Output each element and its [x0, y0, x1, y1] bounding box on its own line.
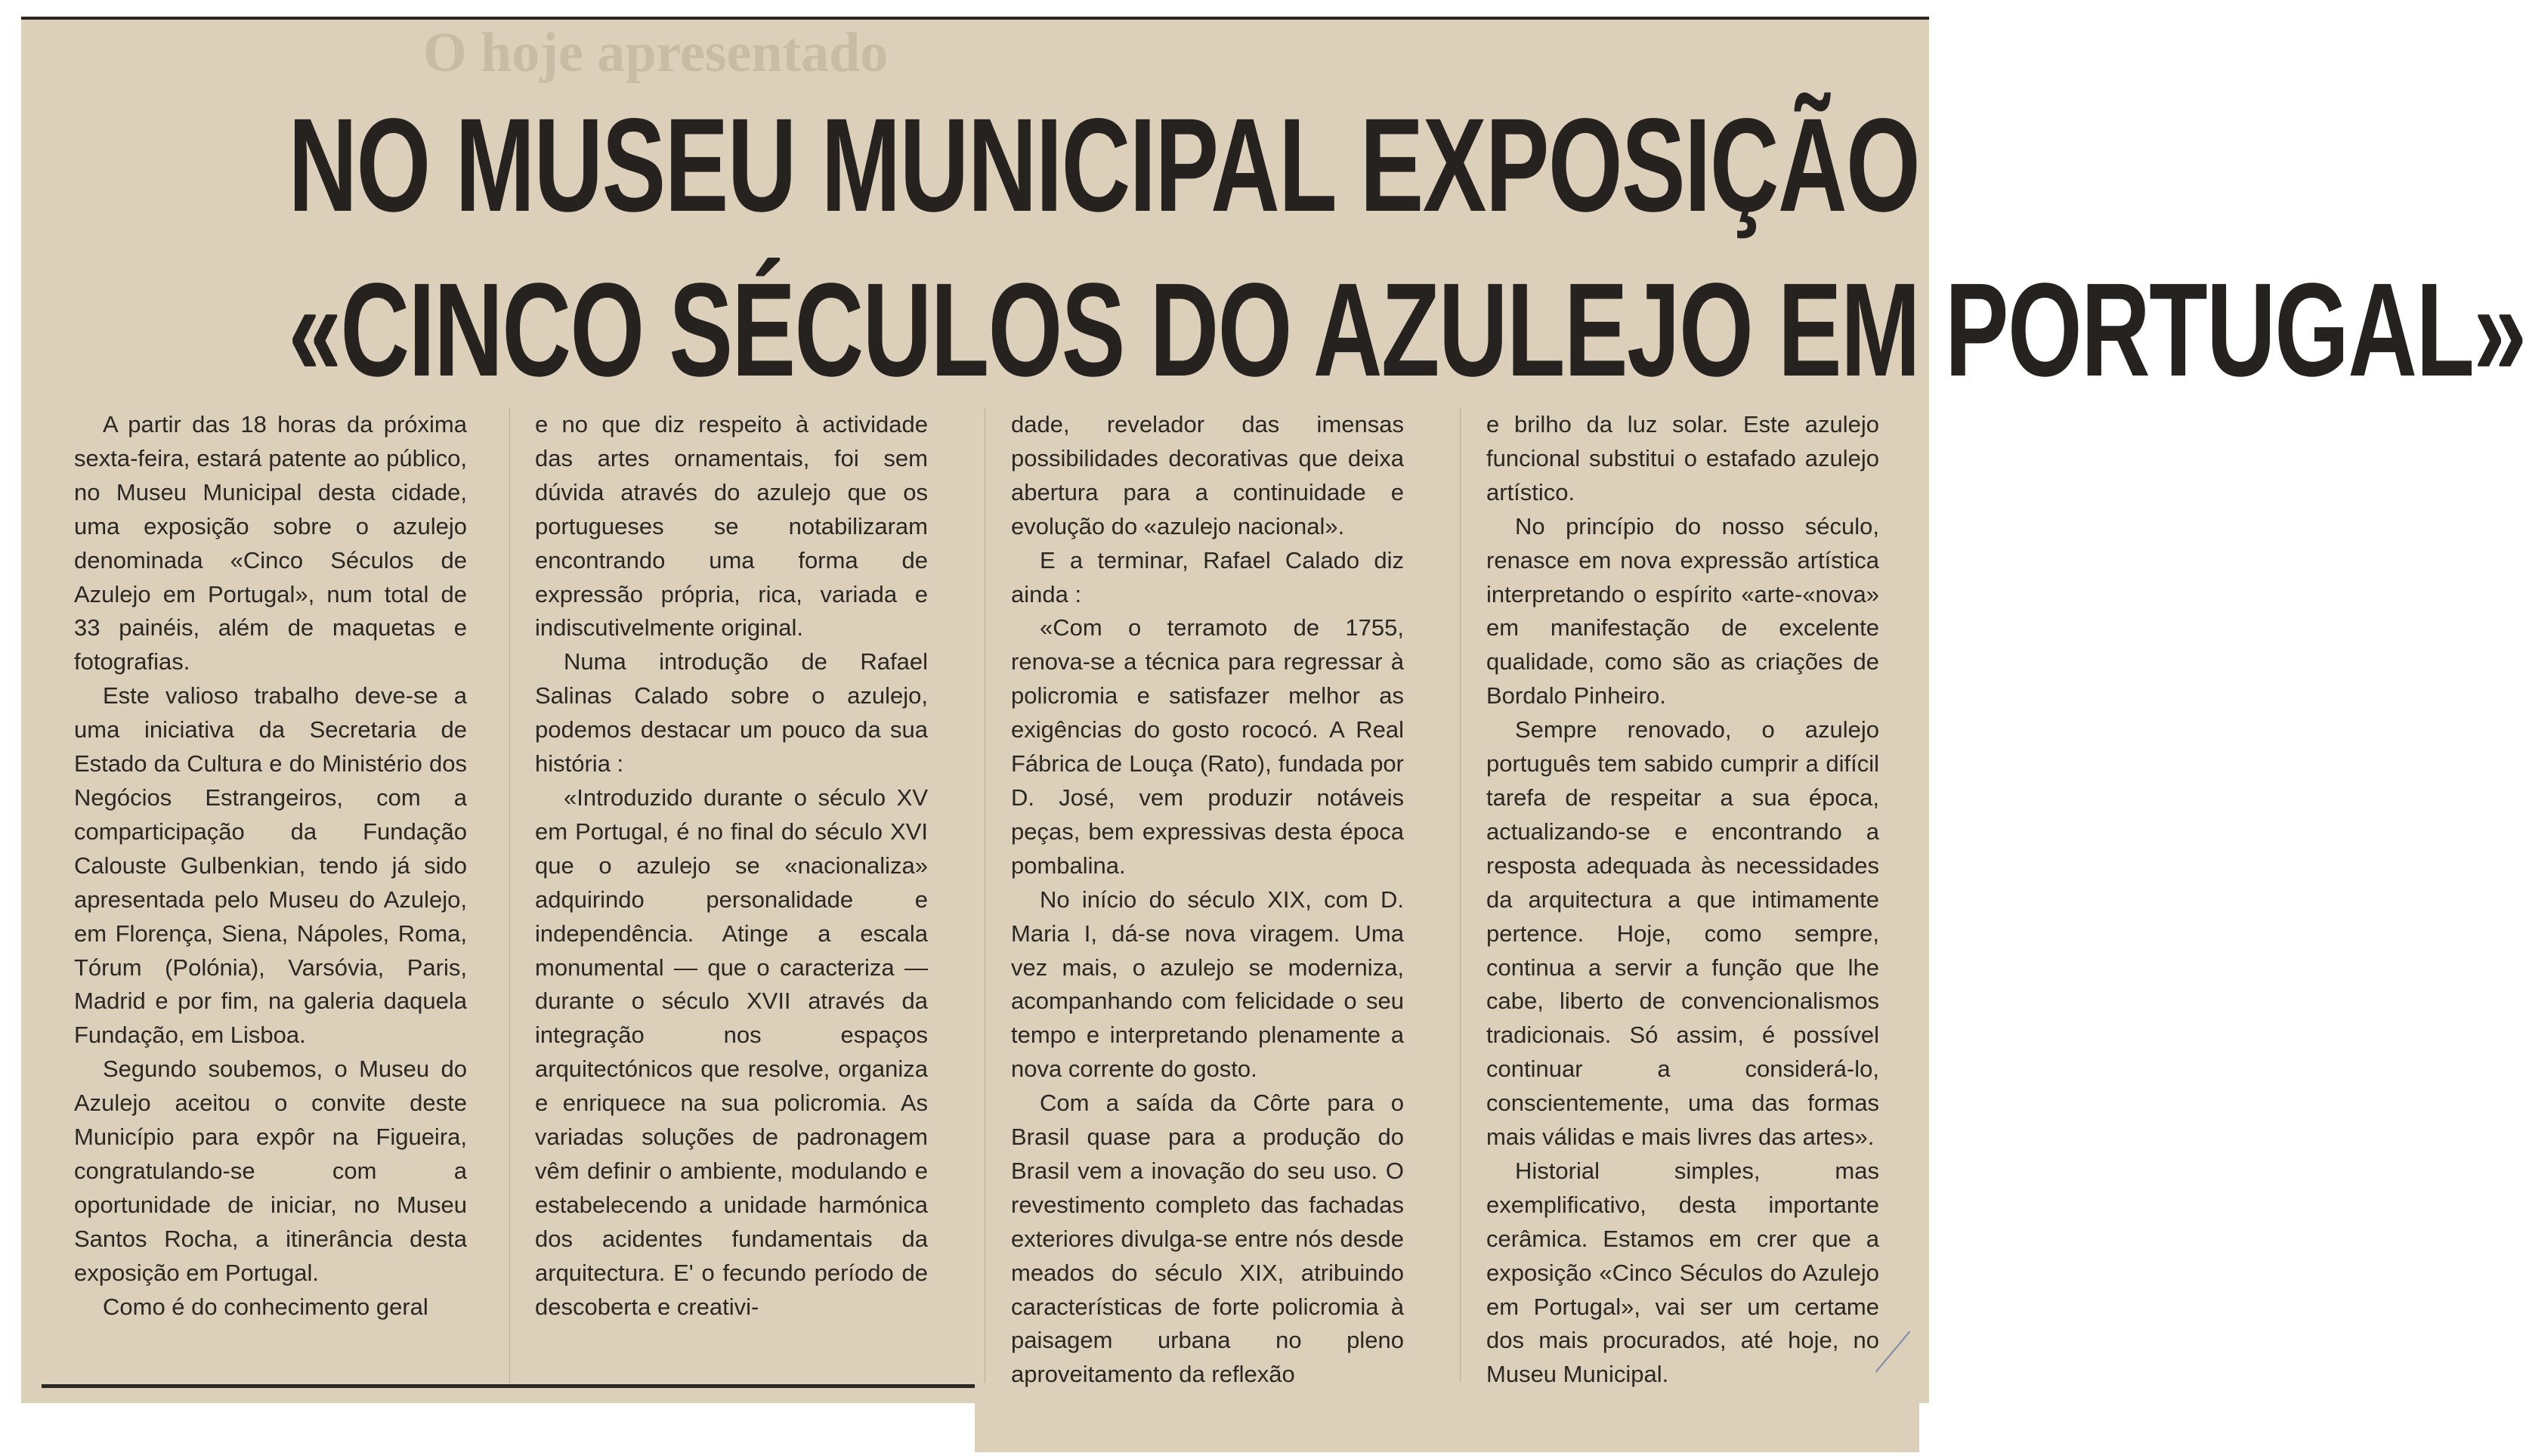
paragraph: «Com o terramoto de 1755, renova-se a técnica para regressar à policromia e satisfazer melhor as exigências do gosto rococó. A Real Fábrica de Louça (Rato), fundada por D. José, vem produzir notáveis peças, bem expressivas desta época pombalina. [1011, 614, 1404, 879]
headline-line-2: «CINCO SÉCULOS DO AZULEJO EM PORTUGAL» [288, 256, 2526, 404]
bleed-through-text: O hoje apresentado [423, 22, 889, 84]
paragraph: A partir das 18 horas da próxima sexta-feira, estará patente ao público, no Museu Municipal desta cidade, uma exposição sobre o azulejo denominada «Cinco Séculos de Azulejo em Portugal», num total de 33 painéis, além de maquetas e fotografias. [74, 411, 467, 675]
paragraph: Sempre renovado, o azulejo português tem sabido cumprir a difícil tarefa de respeitar a sua época, actualizando-se e encontrando a resposta adequada às necessidades da arquitectura a que intimamente pertence. Hoje, como sempre, continua a servir a função que lhe cabe, liberto de convencionalismos tradicionais. Só assim, é possível continuar a considerá-lo, conscientemente, uma das formas mais válidas e mais livres das artes». [1486, 716, 1879, 1151]
paragraph: Como é do conhecimento geral [103, 1293, 428, 1320]
article-column-3 [1011, 408, 1404, 1392]
paragraph: «Introduzido durante o século XV em Portugal, é no final do século XVI que o azulejo se «nacionaliza» adquirindo personalidade e independência. Atinge a escala monumental — que o caracteriza — durante o século XVII através da integração nos espaços arquitectónicos que resolve, organiza e enriquece na sua policromia. As variadas soluções de padronagem vêm definir o ambiente, modulando e estabelecendo a unidade harmónica dos acidentes fundamentais da arquitectura. E' o fecundo período de descoberta e creativi- [535, 784, 928, 1320]
paragraph: dade, revelador das imensas possibilidades decorativas que deixa abertura para a continuidade e evolução do «azulejo nacional». [1011, 411, 1404, 539]
bottom-rule [42, 1384, 975, 1388]
paragraph: e no que diz respeito à actividade das artes ornamentais, foi sem dúvida através do azulejo que os portugueses se notabilizaram encontrando uma forma de expressão própria, rica, variada e indiscutivelmente original. [535, 411, 928, 641]
paragraph: E a terminar, Rafael Calado diz ainda : [1011, 546, 1404, 607]
column-divider [1460, 408, 1461, 1383]
article-column-1 [74, 408, 467, 1324]
article-column-4 [1486, 408, 1879, 1392]
paragraph: Numa introdução de Rafael Salinas Calado sobre o azulejo, podemos destacar um pouco da sua história : [535, 648, 928, 777]
paragraph: Segundo soubemos, o Museu do Azulejo aceitou o convite deste Município para expôr na Figueira, congratulando-se com a oportunidade de iniciar, no Museu Santos Rocha, a itinerância desta exposição em Portugal. [74, 1056, 467, 1286]
paragraph: Com a saída da Côrte para o Brasil quase para a produção do Brasil vem a inovação do seu uso. O revestimento completo das fachadas exteriores divulga-se entre nós desde meados do século XIX, atribuindo características de forte policromia à paisagem urbana no pleno aproveitamento da reflexão [1011, 1090, 1404, 1388]
article-column-2 [535, 408, 928, 1324]
column-divider [509, 408, 510, 1383]
paragraph: Este valioso trabalho deve-se a uma iniciativa da Secretaria de Estado da Cultura e do Ministério dos Negócios Estrangeiros, com a comparticipação da Fundação Calouste Gulbenkian, tendo já sido apresentada pelo Museu do Azulejo, em Florença, Siena, Nápoles, Roma, Tórum (Polónia), Varsóvia, Paris, Madrid e por fim, na galeria daquela Fundação, em Lisboa. [74, 682, 467, 1049]
paragraph: No início do século XIX, com D. Maria I, dá-se nova viragem. Uma vez mais, o azulejo se moderniza, acompanhando com felicidade o seu tempo e interpretando plenamente a nova corrente do gosto. [1011, 886, 1404, 1083]
clipping-tab [975, 1398, 1919, 1452]
paragraph: e brilho da luz solar. Este azulejo funcional substitui o estafado azulejo artístico. [1486, 411, 1879, 505]
paragraph: No princípio do nosso século, renasce em nova expressão artística interpretando o espírito «arte-«nova» em manifestação de excelente qualidade, como são as criações de Bordalo Pinheiro. [1486, 512, 1879, 709]
headline-line-1: NO MUSEU MUNICIPAL EXPOSIÇÃO [288, 91, 1920, 240]
paragraph: Historial simples, mas exemplificativo, desta importante cerâmica. Estamos em crer que a exposição «Cinco Séculos do Azulejo em Portugal», vai ser um certame dos mais procurados, até hoje, no Museu Municipal. [1486, 1157, 1879, 1388]
headline [288, 83, 2526, 413]
